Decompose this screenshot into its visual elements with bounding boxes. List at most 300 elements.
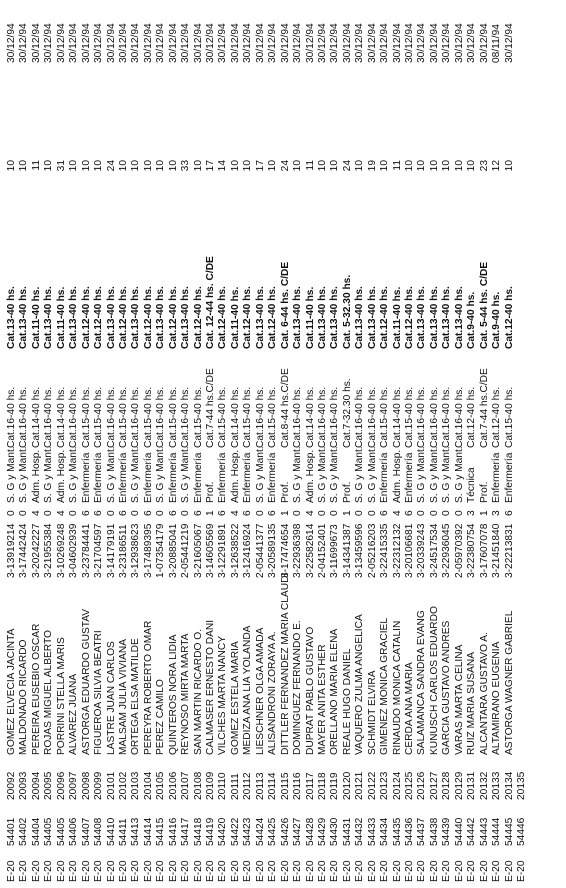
cell-legajo: 54410 — [105, 817, 117, 846]
cell-name: QUINTEROS NORA LIDIA — [167, 634, 179, 755]
cell-legajo: 54439 — [441, 817, 453, 846]
cell-document: 3-22213831 — [503, 523, 515, 578]
cell-code: 6 — [117, 510, 129, 516]
cell-name: VILCHES MARTA NANCY — [217, 635, 229, 755]
cell-number: 20098 — [80, 771, 92, 800]
cell-legajo: 54443 — [478, 817, 490, 846]
cell-category-new: Cat.13-40 hs. — [316, 286, 328, 349]
cell-number: 20118 — [316, 772, 328, 800]
cell-code: 0 — [316, 510, 328, 516]
cell-date: 30/12/94 — [453, 23, 465, 63]
cell-number: 20108 — [192, 771, 204, 800]
cell-category-old: Cat.15-40 hs. — [93, 386, 105, 448]
cell-category-old: Cat.16-40 hs. — [428, 386, 440, 448]
cell-document: 3-20106681 — [404, 523, 415, 578]
cell-category-new: Cat.13-40 hs. — [292, 286, 304, 349]
cell-category-new: Cat. 12-44 hs. C/DE — [205, 256, 216, 349]
cell-date: 30/12/94 — [503, 23, 515, 63]
cell-name: PEREZ CAMILO — [155, 679, 167, 755]
cell-category-old: Cat.15-40 hs. — [242, 386, 254, 448]
cell-date: 30/12/94 — [217, 23, 229, 63]
cell-number: 20097 — [68, 771, 80, 800]
cell-category-old: Cat.15-40 hs. — [217, 386, 229, 448]
cell-e: E-20 — [304, 860, 316, 882]
cell-number: 20124 — [391, 771, 403, 800]
cell-legajo: 54408 — [93, 817, 105, 846]
cell-number: 20116 — [292, 772, 304, 800]
cell-legajo: 54445 — [503, 817, 515, 846]
cell-e: E-20 — [254, 860, 266, 882]
cell-document: 3-23186511 — [117, 524, 129, 578]
cell-hours: 10 — [428, 160, 440, 172]
cell-number: 20126 — [416, 771, 428, 800]
cell-category-new: Cat.11-40 hs. — [55, 286, 67, 349]
cell-legajo: 54416 — [167, 817, 179, 846]
cell-service: S. G y Mant. — [416, 446, 428, 503]
cell-service: S. G y Mant. — [6, 446, 17, 503]
cell-category-old: Cat.15-40 hs. — [404, 386, 415, 448]
cell-date: 30/12/94 — [292, 23, 304, 63]
cell-legajo: 54444 — [491, 817, 503, 846]
cell-date: 30/12/94 — [6, 23, 17, 63]
cell-category-old: Cat.16-40 hs. — [354, 386, 366, 448]
cell-hours: 10 — [68, 160, 80, 172]
cell-category-new: Cat.13-40 hs. — [105, 286, 117, 349]
cell-legajo: 54422 — [229, 817, 241, 846]
cell-category-old: Cat.16-40 hs. — [18, 386, 30, 448]
cell-date: 30/12/94 — [416, 23, 428, 63]
cell-date: 30/12/94 — [441, 23, 453, 63]
table-row — [367, 0, 379, 888]
cell-category-new: Cat. 6-44 hs. C/DE — [279, 261, 291, 349]
cell-name: DUPRAT PABLO GUSTAVO — [304, 626, 316, 755]
cell-e: E-20 — [503, 860, 515, 882]
cell-code: 3 — [491, 510, 503, 516]
cell-e: E-20 — [366, 860, 378, 882]
cell-hours: 10 — [354, 160, 366, 172]
cell-hours: 11 — [30, 160, 42, 171]
cell-document: 1-07354179 — [155, 523, 167, 578]
cell-date: 30/12/94 — [242, 23, 254, 63]
cell-hours: 10 — [466, 160, 478, 172]
cell-code: 0 — [366, 510, 378, 516]
table-row — [205, 0, 217, 888]
cell-category-old: Cat.16-40 hs. — [68, 386, 80, 448]
cell-service: S. G y Mant. — [366, 446, 378, 503]
cell-name: PEREYRA ROBERTO OMAR — [142, 620, 154, 755]
table-row — [118, 0, 130, 888]
cell-hours: 10 — [155, 160, 167, 172]
cell-number: 20119 — [329, 772, 341, 800]
cell-legajo: 54406 — [68, 817, 80, 846]
cell-e: E-20 — [515, 860, 527, 882]
cell-category-old: Cat.16-40 hs. — [329, 386, 341, 448]
cell-hours: 14 — [217, 160, 229, 172]
table-row — [68, 0, 80, 888]
cell-document: 3-11699673 — [329, 524, 341, 578]
cell-number: 20120 — [341, 771, 353, 800]
cell-hours: 10 — [503, 160, 515, 172]
table-row — [429, 0, 441, 888]
cell-name: GOMEZ ELVECIA JACINTA — [6, 628, 17, 755]
cell-category-new: Cat.12-40 hs. — [142, 286, 154, 349]
cell-e: E-20 — [205, 860, 216, 882]
table-row — [6, 0, 18, 888]
cell-e: E-20 — [167, 860, 179, 882]
cell-service: S. G y Mant. — [316, 446, 328, 503]
cell-hours: 17 — [254, 160, 266, 172]
cell-code: 1 — [478, 510, 490, 516]
cell-document: 3-14605569 — [205, 523, 216, 578]
cell-name: SAN MARTIN RICARDO O. — [192, 628, 204, 755]
cell-legajo: 54423 — [242, 817, 254, 846]
cell-e: E-20 — [130, 860, 142, 882]
cell-name: ALTAMIRANO EUGENIA — [491, 641, 503, 755]
cell-legajo: 54433 — [366, 817, 378, 846]
cell-document: 3-22936045 — [441, 523, 453, 578]
cell-name: SALAMANCA SANDRA EVANG — [416, 610, 428, 755]
cell-name: ORELLANO MARIA ELENA — [329, 628, 341, 755]
cell-category-new: Cat. 5-32.30 hs. — [341, 274, 353, 349]
cell-hours: 11 — [391, 160, 403, 171]
cell-category-old: Cat.14-40 hs. — [30, 386, 42, 448]
cell-number: 20099 — [93, 771, 105, 800]
cell-category-old: Cat.16-40 hs. — [130, 386, 142, 448]
cell-code: 0 — [416, 510, 428, 516]
cell-legajo: 54415 — [155, 817, 167, 846]
cell-hours: 10 — [43, 160, 55, 172]
cell-service: S. G y Mant. — [441, 446, 453, 503]
cell-code: 6 — [142, 510, 154, 516]
cell-category-new: Cat.11-40 hs. — [229, 286, 241, 349]
table-row — [230, 0, 242, 888]
cell-e: E-20 — [217, 860, 229, 882]
cell-legajo: 54413 — [130, 817, 142, 846]
cell-service: Enfermería — [379, 452, 391, 503]
cell-document: 2-05216203 — [366, 523, 378, 578]
cell-document: 3-22582614 — [304, 523, 316, 578]
cell-e: E-20 — [55, 860, 67, 882]
cell-date: 30/12/94 — [316, 23, 328, 63]
cell-service: S. G y Mant. — [453, 446, 465, 503]
cell-e: E-20 — [316, 860, 328, 882]
table-row — [217, 0, 229, 888]
cell-category-new: Cat.12-40 hs. — [192, 286, 204, 349]
cell-number: 20125 — [404, 771, 415, 800]
cell-category-old: Cat.14-40 hs. — [229, 386, 241, 448]
cell-legajo: 54420 — [217, 817, 229, 846]
cell-category-new: Cat.13-40 hs. — [366, 286, 378, 349]
cell-service: Enfermería — [404, 452, 415, 503]
cell-name: ALCANTARA GUSTAVO A. — [478, 632, 490, 755]
cell-number: 20123 — [379, 771, 391, 800]
cell-category-old: Cat.14-40 hs. — [304, 386, 316, 448]
cell-service: S. G y Mant. — [155, 446, 167, 503]
cell-category-new: Cat.9-40 hs. — [466, 291, 478, 349]
cell-service: Enfermería — [80, 452, 92, 503]
cell-date: 30/12/94 — [391, 23, 403, 63]
cell-category-new: Cat.13-40 hs. — [6, 286, 17, 349]
cell-hours: 10 — [441, 160, 453, 172]
cell-number: 20113 — [254, 772, 266, 800]
cell-e: E-20 — [242, 860, 254, 882]
cell-date: 30/12/94 — [80, 23, 92, 63]
cell-e: E-20 — [80, 860, 92, 882]
table-row — [329, 0, 341, 888]
cell-hours: 10 — [117, 160, 129, 172]
cell-date: 30/12/94 — [304, 23, 316, 63]
cell-service: Enfermería — [192, 452, 204, 503]
cell-document: 3-12416924 — [242, 523, 254, 578]
cell-document: 3-14179191 — [105, 523, 117, 578]
cell-category-new: Cat.13-40 hs. — [254, 286, 266, 349]
cell-name: MALSAM JULIA VIVIANA — [117, 638, 129, 755]
cell-category-new: Cat.12-40 hs. — [80, 286, 92, 349]
cell-document: 3-14341387 — [341, 523, 353, 578]
cell-legajo: 54424 — [254, 817, 266, 846]
cell-name: CERDA ANA MARIA — [404, 662, 415, 755]
cell-legajo: 54404 — [30, 817, 42, 846]
cell-category-old: Cat.16-40 hs. — [316, 386, 328, 448]
cell-document: 3-24517534 — [428, 523, 440, 578]
cell-legajo: 54419 — [205, 817, 216, 846]
personnel-table — [6, 0, 528, 888]
cell-date: 30/12/94 — [229, 23, 241, 63]
cell-service: S. G y Mant. — [18, 446, 30, 503]
cell-date: 30/12/94 — [428, 23, 440, 63]
cell-hours: 10 — [416, 160, 428, 172]
table-row — [504, 0, 516, 888]
table-row — [255, 0, 267, 888]
table-row — [454, 0, 466, 888]
cell-e: E-20 — [117, 860, 129, 882]
cell-number: 20135 — [515, 771, 527, 800]
cell-number: 20128 — [441, 771, 453, 800]
cell-code: 4 — [55, 510, 67, 516]
cell-e: E-20 — [404, 860, 415, 882]
cell-code: 0 — [105, 510, 117, 516]
cell-name: GARCIA GUSTAVO ANDRES — [441, 620, 453, 755]
cell-e: E-20 — [341, 860, 353, 882]
cell-hours: 10 — [6, 160, 17, 172]
cell-code: 1 — [279, 510, 291, 516]
cell-number: 20114 — [267, 772, 279, 800]
table-row — [31, 0, 43, 888]
cell-number: 20129 — [453, 771, 465, 800]
cell-category-new: Cat.9-40 hs. — [491, 291, 503, 349]
table-row — [43, 0, 55, 888]
cell-document: 2-05970392 — [453, 523, 465, 578]
cell-category-old: Cat.16-40 hs. — [6, 386, 17, 448]
cell-hours: 10 — [142, 160, 154, 172]
cell-number: 20121 — [354, 771, 366, 800]
table-row — [130, 0, 142, 888]
cell-category-old: Cat.14-40 hs. — [55, 386, 67, 448]
cell-category-new: Cat.13-40 hs. — [68, 286, 80, 349]
cell-code: 6 — [167, 510, 179, 516]
table-row — [106, 0, 118, 888]
cell-name: MEDIZA ANA LIA YOLANDA — [242, 625, 254, 755]
table-row — [143, 0, 155, 888]
cell-category-new: Cat. 5-44 hs. C/DE — [478, 261, 490, 349]
cell-legajo: 54435 — [391, 817, 403, 846]
cell-document: 3-10269248 — [55, 523, 67, 578]
cell-legajo: 54407 — [80, 817, 92, 846]
cell-name: ALVAREZ JUANA — [68, 673, 80, 755]
cell-number: 20133 — [491, 771, 503, 800]
table-row — [342, 0, 354, 888]
cell-document: 3-22415335 — [379, 523, 391, 578]
cell-date: 30/12/94 — [180, 23, 192, 63]
cell-hours: 24 — [341, 160, 353, 172]
cell-service: Enfermería — [242, 452, 254, 503]
cell-name: VARAS MARTA CELINA — [453, 644, 465, 755]
cell-e: E-20 — [441, 860, 453, 882]
cell-category-old: Cat.8-44 hs.C/DE — [279, 368, 291, 448]
cell-hours: 10 — [130, 160, 142, 172]
cell-date: 30/12/94 — [192, 23, 204, 63]
cell-hours: 10 — [229, 160, 241, 172]
cell-hours: 10 — [292, 160, 304, 172]
cell-category-new: Cat.12-40 hs. — [167, 286, 179, 349]
cell-code: 0 — [354, 510, 366, 516]
cell-category-old: Cat.7-32.30 hs. — [341, 378, 353, 448]
cell-number: 20101 — [105, 771, 117, 800]
cell-legajo: 54411 — [117, 818, 129, 846]
cell-legajo: 54442 — [466, 817, 478, 846]
cell-service: S. G y Mant. — [105, 446, 117, 503]
cell-number: 20105 — [155, 771, 167, 800]
cell-number: 20096 — [55, 771, 67, 800]
cell-category-new: Cat.11-40 hs. — [30, 286, 42, 349]
cell-code: 4 — [30, 510, 42, 516]
table-row — [392, 0, 404, 888]
cell-legajo: 54405 — [55, 817, 67, 846]
cell-code: 0 — [155, 510, 167, 516]
cell-document: 3-04602939 — [68, 523, 80, 578]
cell-date: 30/12/94 — [466, 23, 478, 63]
cell-date: 30/12/94 — [478, 23, 490, 63]
cell-code: 6 — [404, 510, 415, 516]
cell-category-old: Cat.16-40 hs. — [180, 386, 192, 448]
cell-code: 6 — [379, 510, 391, 516]
cell-name: ASTORGA EDUARDO GUSTAV — [80, 608, 92, 755]
cell-document: 3-12938623 — [130, 523, 142, 578]
cell-name: MAYER ANITA ESTHER — [316, 644, 328, 755]
cell-hours: 10 — [267, 160, 279, 172]
cell-name: KUNUSCH CARLOS EDUARDO — [428, 606, 440, 755]
cell-legajo: 54429 — [316, 817, 328, 846]
cell-service: Adm. Hosp. — [229, 449, 241, 503]
cell-date: 30/12/94 — [341, 23, 353, 63]
table-row — [267, 0, 279, 888]
cell-category-old: Cat.16-40 hs. — [441, 386, 453, 448]
cell-hours: 19 — [366, 160, 378, 172]
cell-category-new: Cat.12-40 hs. — [217, 286, 229, 349]
cell-number: 20092 — [6, 771, 17, 800]
table-row — [479, 0, 491, 888]
cell-code: 0 — [43, 510, 55, 516]
cell-date: 08/11/94 — [491, 24, 503, 63]
cell-category-new: Cat.13-40 hs. — [441, 286, 453, 349]
cell-code: 0 — [292, 510, 304, 516]
cell-name: ROJAS MIGUEL ALBERTO — [43, 630, 55, 755]
cell-legajo: 54414 — [142, 817, 154, 846]
cell-category-old: Cat.16-40 hs. — [292, 386, 304, 448]
cell-e: E-20 — [229, 860, 241, 882]
cell-name: VAQUERO ZULMA ANGELICA — [354, 614, 366, 755]
cell-category-new: Cat.13-40 hs. — [130, 286, 142, 349]
cell-service: Enfermería — [167, 452, 179, 503]
cell-date: 30/12/94 — [329, 23, 341, 63]
cell-hours: 10 — [80, 160, 92, 172]
cell-date: 30/12/94 — [68, 23, 80, 63]
cell-service: S. G y Mant. — [428, 446, 440, 503]
cell-category-old: Cat.15-40 hs. — [267, 386, 279, 448]
cell-legajo: 54437 — [416, 817, 428, 846]
cell-legajo: 54405 — [43, 817, 55, 846]
cell-category-new: Cat.13-40 hs. — [453, 286, 465, 349]
cell-hours: 10 — [167, 160, 179, 172]
cell-name: DITTLER FERNANDEZ MARIA CLAUDI — [279, 572, 291, 755]
cell-service: Técnica — [466, 467, 478, 503]
table-row — [280, 0, 292, 888]
cell-name: REALE HUGO DANIEL — [341, 648, 353, 755]
cell-hours: 10 — [242, 160, 254, 172]
cell-document: 3-17442424 — [18, 523, 30, 578]
cell-hours: 10 — [316, 160, 328, 172]
cell-name: DOMINGUEZ FERNANDO E. — [292, 620, 304, 755]
cell-e: E-20 — [478, 860, 490, 882]
cell-hours: 10 — [379, 160, 391, 172]
cell-number: 20094 — [30, 771, 42, 800]
cell-document: 3-21451840 — [491, 523, 503, 578]
cell-category-new: Cat.12-40 hs. — [242, 286, 254, 349]
cell-category-new: Cat.13-40 hs. — [416, 286, 428, 349]
cell-document: 2-05441219 — [180, 523, 192, 578]
cell-number: 20102 — [117, 771, 129, 800]
cell-service: Enfermería — [267, 452, 279, 503]
cell-service: Enfermería — [142, 452, 154, 503]
cell-name: LASTRE JUAN CARLOS — [105, 641, 117, 755]
table-row — [354, 0, 366, 888]
cell-category-old: Cat.16-40 hs. — [453, 386, 465, 448]
cell-category-old: Cat.7-44 hs.C/DE — [205, 368, 216, 448]
cell-document: 3-22312132 — [391, 523, 403, 578]
table-row — [416, 0, 428, 888]
cell-category-new: Cat.13-40 hs. — [354, 286, 366, 349]
cell-date: 30/12/94 — [167, 23, 179, 63]
cell-date: 30/12/94 — [379, 23, 391, 63]
cell-service: Adm. Hosp. — [55, 449, 67, 503]
cell-service: Enfermería — [93, 452, 105, 503]
cell-date: 30/12/94 — [43, 23, 55, 63]
cell-service: S. G y Mant. — [130, 446, 142, 503]
cell-code: 3 — [466, 510, 478, 516]
cell-category-new: Cat.13-40 hs. — [43, 286, 55, 349]
cell-category-new: Cat.12-40 hs. — [404, 286, 415, 349]
cell-number: 20103 — [130, 771, 142, 800]
cell-hours: 11 — [304, 160, 316, 171]
cell-date: 30/12/94 — [93, 23, 105, 63]
cell-category-old: Cat.14-40 hs. — [391, 386, 403, 448]
cell-e: E-20 — [354, 860, 366, 882]
cell-service: Enfermería — [503, 452, 515, 503]
cell-code: 6 — [80, 510, 92, 516]
cell-e: E-20 — [30, 860, 42, 882]
cell-e: E-20 — [491, 860, 503, 882]
cell-legajo: 54440 — [453, 817, 465, 846]
